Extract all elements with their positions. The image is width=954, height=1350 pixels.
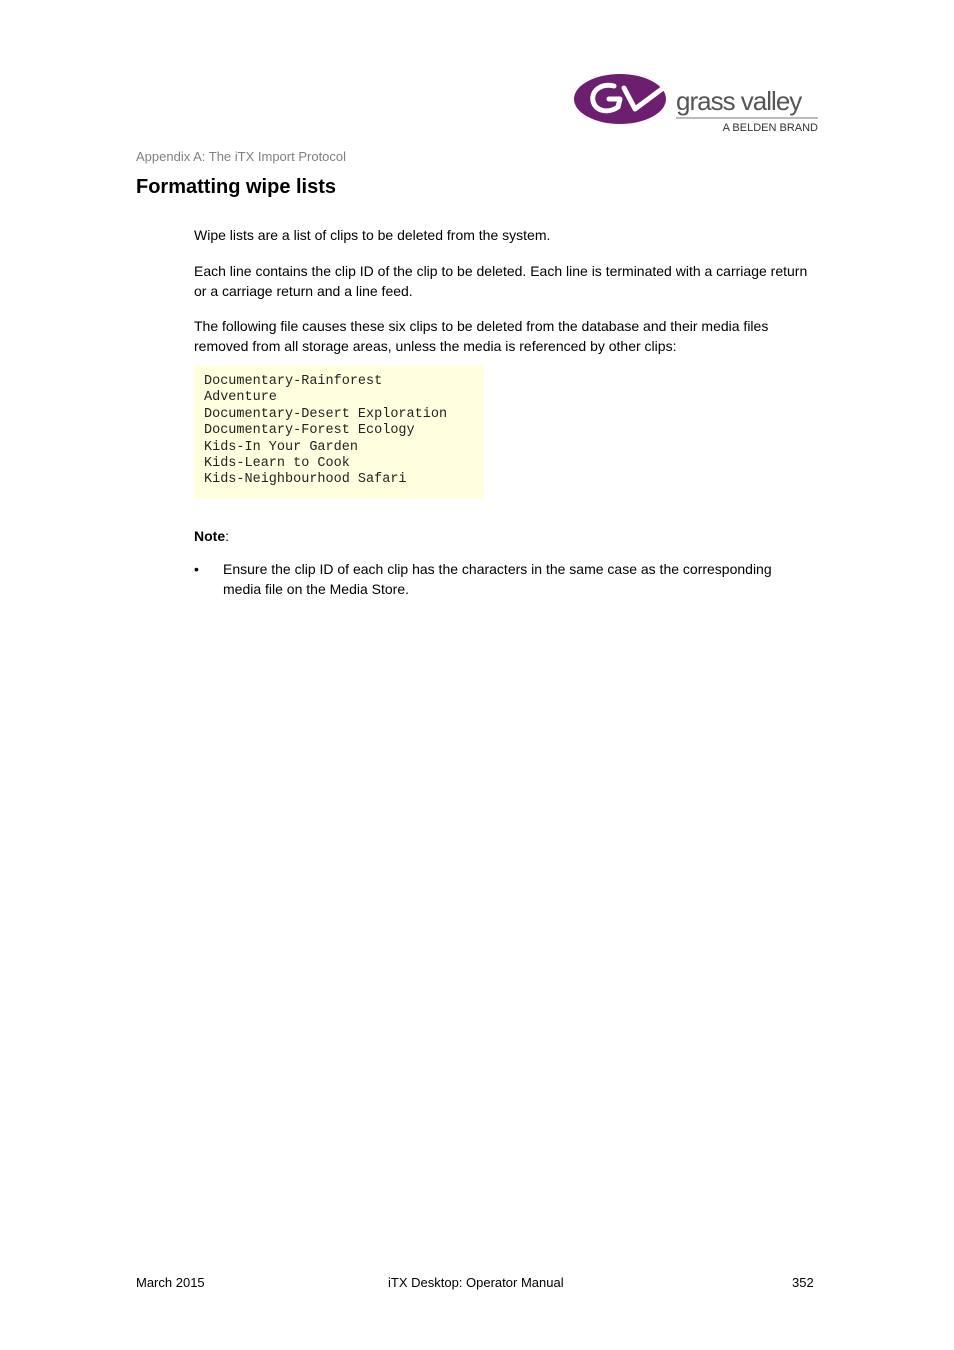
code-line: Documentary-Forest Ecology: [204, 423, 415, 439]
code-line: Documentary-Rainforest: [204, 374, 383, 389]
code-example-block: [194, 365, 484, 499]
footer-doc-title: iTX Desktop: Operator Manual: [388, 1275, 564, 1290]
code-line: Kids-Learn to Cook: [204, 456, 350, 472]
note-colon: :: [225, 528, 230, 544]
note-label: Note: [194, 528, 226, 544]
note-heading: [194, 528, 229, 544]
code-line: Documentary-Desert Exploration: [204, 406, 448, 422]
svg-text:A BELDEN BRAND: A BELDEN BRAND: [722, 122, 818, 134]
running-header: Appendix A: The iTX Import Protocol: [136, 149, 347, 164]
intro-paragraph: Wipe lists are a list of clips to be deleted from the system.: [194, 227, 551, 243]
section-title: Formatting wipe lists: [136, 176, 337, 198]
footer-page-number: 352: [792, 1275, 814, 1290]
example-intro-paragraph: The following file causes these six clips to be deleted from the database and their media files removed from all storage areas, unless the media is referenced by other clips:: [194, 318, 769, 354]
code-line: Kids-Neighbourhood Safari: [204, 472, 407, 488]
footer-date: March 2015: [136, 1275, 205, 1290]
code-line: Kids-In Your Garden: [204, 439, 358, 455]
code-line: Adventure: [204, 390, 277, 406]
line-format-paragraph: Each line contains the clip ID of the clip to be deleted. Each line is terminated with a carriage return or a carriage return and a line feed.: [194, 263, 808, 299]
bullet-text: Ensure the clip ID of each clip has the characters in the same case as the corresponding media file on the Media Store.: [223, 561, 772, 597]
grass-valley-logo: [574, 72, 820, 134]
bullet-icon: •: [194, 561, 199, 577]
svg-text:grass valley: grass valley: [676, 86, 802, 116]
